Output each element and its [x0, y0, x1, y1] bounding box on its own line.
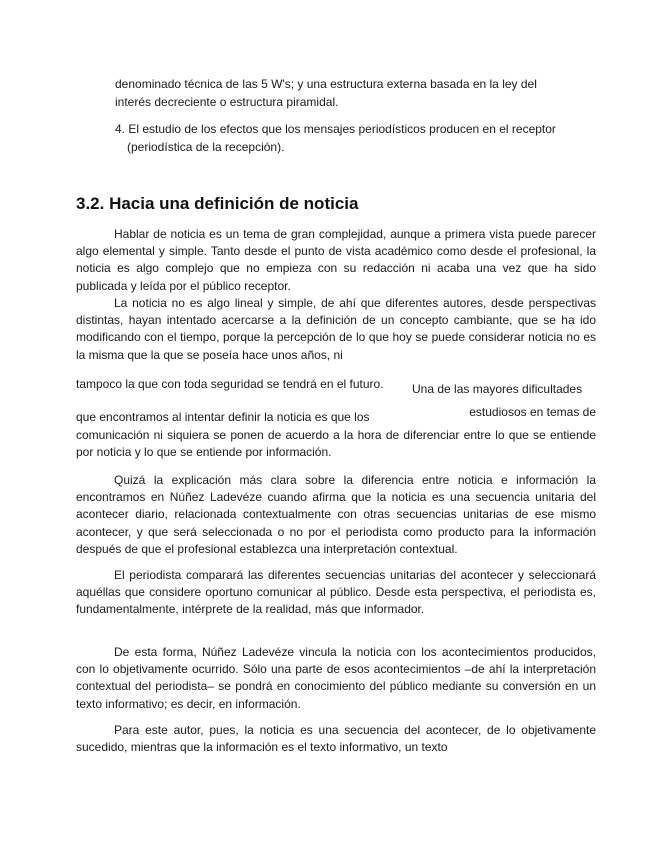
paragraph-3-first-line: [76, 405, 596, 425]
section-heading: 3.2. Hacia una definición de noticia: [76, 194, 359, 213]
continuation-line-1: denominado técnica de las 5 W's; y una estructura externa basada en la ley del: [115, 77, 537, 91]
paragraph-4-text: Quizá la explicación más clara sobre la diferencia entre noticia e información la encontramos en Núñez Ladevéze cuando afirma que la noticia es una secuencia unitaria del acontecer diario, relacionada contextualmente con otras secuencias unitarias de ese mismo acontecer, y que será seleccionada o no por el periodista como producto para la información después de que el profesional establezca una interpretación contextual.: [76, 473, 596, 556]
paragraph-3-line-b: estudiosos en temas de: [469, 405, 596, 419]
list-item-4-line-2: (periodística de la recepción).: [127, 139, 285, 154]
list-continuation: [115, 76, 595, 111]
paragraph-7: [76, 722, 596, 756]
paragraph-2-text: La noticia no es algo lineal y simple, de ahí que diferentes autores, desde perspectivas distintas, hayan intentado acercarse a la definición de un concepto cambiante, que se ha ido modificando con el tiempo, porque la percepción de lo que hoy se puede considerar noticia no es la misma que la que se poseía hace unos años, ni: [76, 296, 596, 362]
paragraph-2-last-line: [76, 377, 596, 399]
paragraph-3-line-a: que encontramos al intentar definir la noticia es que los: [76, 410, 370, 424]
paragraph-6-text: De esta forma, Núñez Ladevéze vincula la noticia con los acontecimientos producidos, con lo objetivamente ocurrido. Sólo una parte de esos acontecimientos –de ahí la interpretación contextual del periodista– se pondrá en conocimiento del público mediante su conversión en un texto informativo; es decir, en información.: [76, 645, 596, 711]
list-item-4-line-1: 4. El estudio de los efectos que los mensajes periodísticos producen en el receptor: [115, 122, 556, 136]
paragraph-6: [76, 644, 596, 713]
paragraph-2: [76, 295, 596, 364]
paragraph-1: [76, 226, 596, 295]
paragraph-5-text: El periodista comparará las diferentes secuencias unitarias del acontecer y seleccionará aquéllas que considere oportuno comunicar al público. Desde esta perspectiva, el periodista es, fundamentalmente, intérprete de la realidad, más que informador.: [76, 568, 596, 617]
paragraph-4: [76, 472, 596, 558]
list-item-4: [115, 121, 595, 156]
paragraph-5: [76, 567, 596, 619]
paragraph-2-line-a: tampoco la que con toda seguridad se tendrá en el futuro.: [76, 377, 384, 391]
paragraph-3-text: comunicación ni siquiera se ponen de acuerdo a la hora de diferenciar entre lo que se entiende por noticia y lo que se entiende por información.: [76, 428, 596, 460]
paragraph-7-text: Para este autor, pues, la noticia es una secuencia del acontecer, de lo objetivamente sucedido, mientras que la información es el texto informativo, un texto: [76, 723, 596, 755]
continuation-line-2: interés decreciente o estructura piramidal.: [115, 94, 339, 109]
paragraph-3: [76, 427, 596, 461]
paragraph-1-text: Hablar de noticia es un tema de gran complejidad, aunque a primera vista puede parecer algo elemental y simple. Tanto desde el punto de vista académico como desde el profesional, la noticia es algo complejo que no empieza con su redacción ni acaba una vez que ha sido publicada y leída por el público receptor.: [76, 227, 596, 293]
paragraph-2-line-b: Una de las mayores dificultades: [412, 382, 583, 396]
